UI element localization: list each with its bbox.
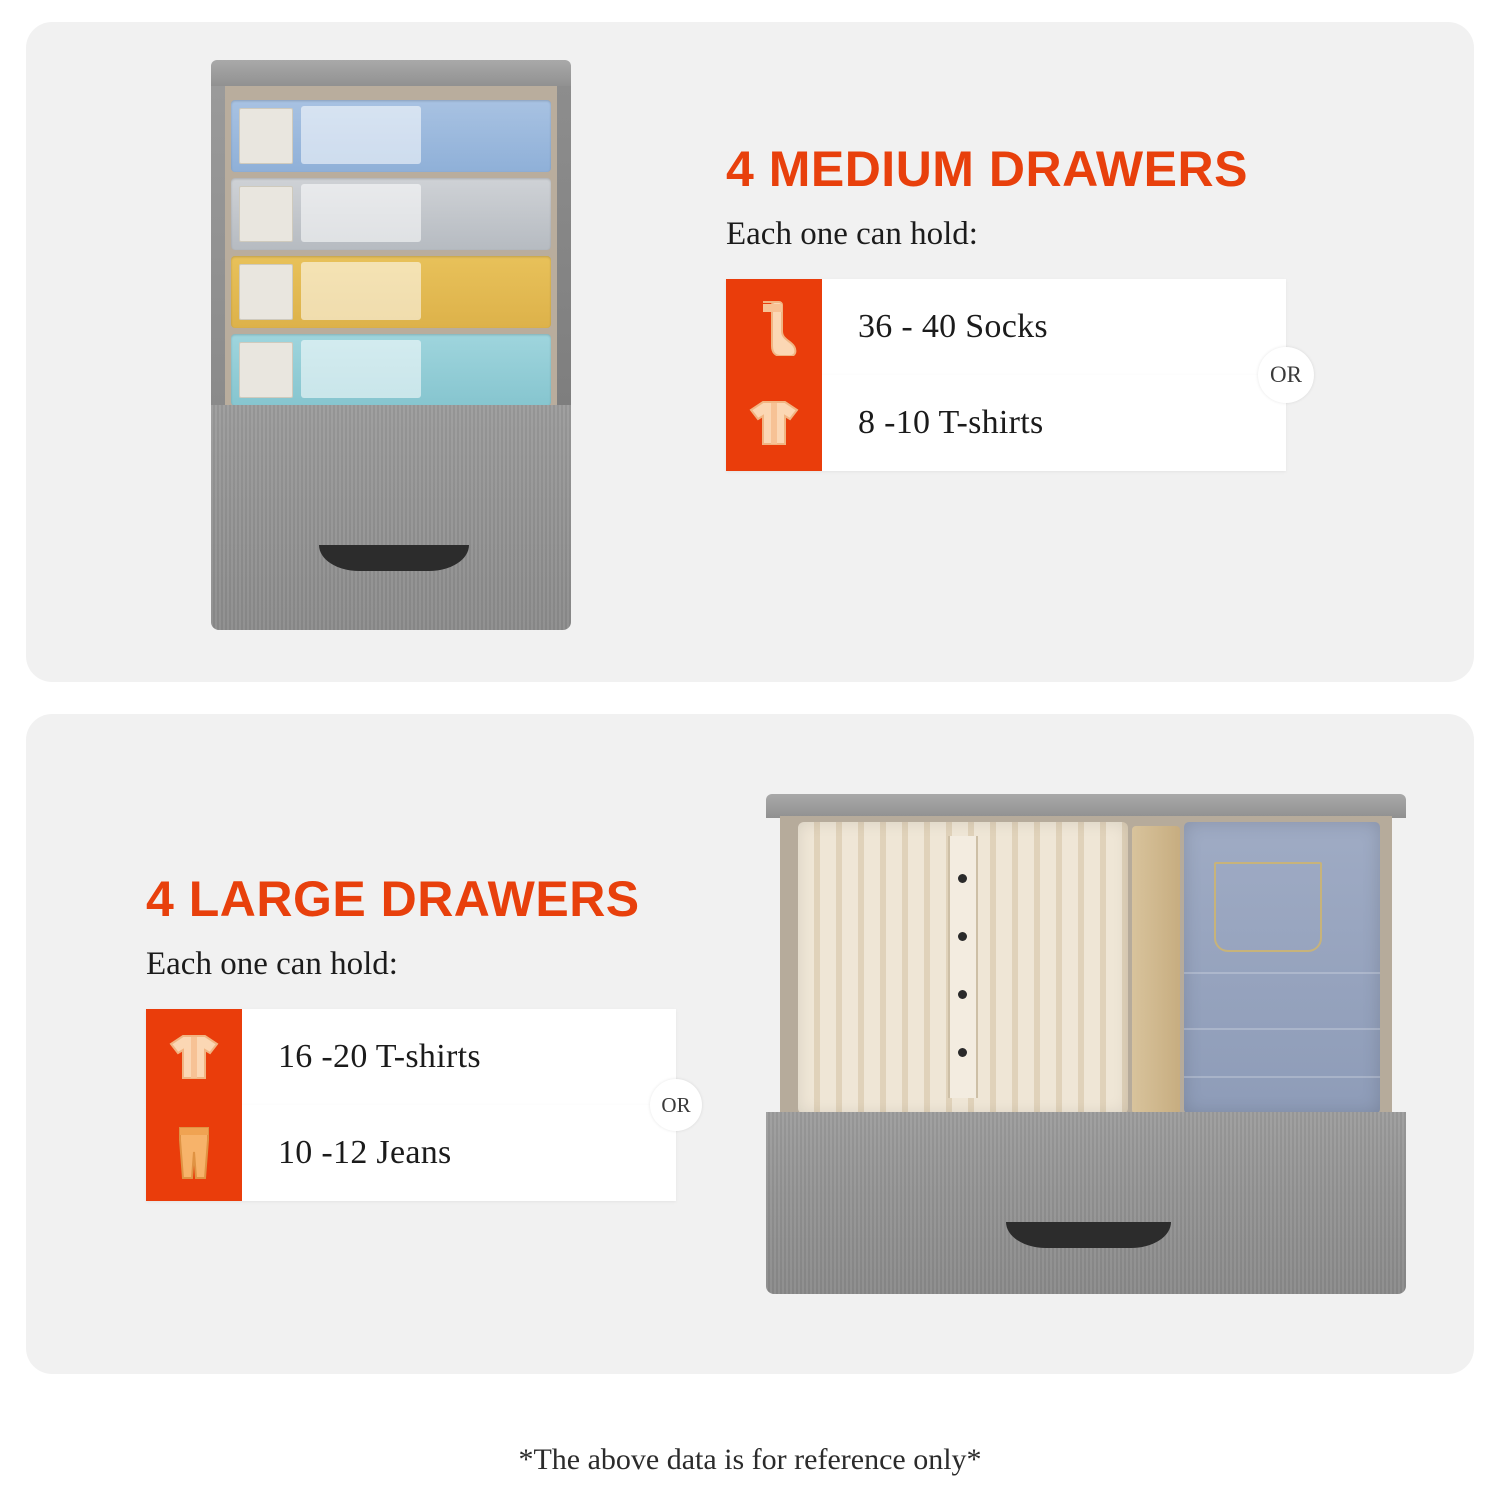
drawer-rim — [766, 794, 1406, 818]
sock-band — [301, 106, 421, 164]
sock-band — [301, 184, 421, 242]
jeans-icon — [146, 1105, 242, 1201]
drawer-handle — [319, 545, 469, 571]
drawer-interior — [780, 816, 1392, 1116]
sock-icon — [726, 279, 822, 375]
shirt-button — [958, 932, 967, 941]
large-drawer-illustration — [766, 794, 1406, 1294]
medium-drawer-illustration — [211, 60, 571, 630]
or-badge-large: OR — [650, 1079, 702, 1131]
drawer-interior — [225, 86, 557, 408]
folded-sock-item — [231, 334, 551, 406]
sock-tag — [239, 186, 293, 242]
capacity-label-tshirts-large: 16 -20 T-shirts — [278, 1038, 481, 1075]
shirt-button — [958, 990, 967, 999]
folded-jeans-stack — [1184, 822, 1380, 1114]
drawer-left-side — [211, 86, 225, 408]
medium-capacity-rows — [726, 279, 1302, 471]
folded-sock-item — [231, 100, 551, 172]
sock-tag — [239, 108, 293, 164]
medium-drawers-panel — [26, 22, 1474, 682]
shirt-button — [958, 874, 967, 883]
capacity-label-socks: 36 - 40 Socks — [858, 308, 1048, 345]
folded-sock-item — [231, 178, 551, 250]
capacity-row-tshirts-large — [146, 1009, 676, 1105]
medium-text-block — [726, 141, 1416, 471]
tshirt-icon — [146, 1009, 242, 1105]
medium-subline: Each one can hold: — [726, 216, 978, 252]
drawer-front-panel — [766, 1112, 1406, 1294]
large-subline: Each one can hold: — [146, 946, 398, 982]
jeans-pocket — [1214, 862, 1322, 952]
or-badge-medium: OR — [1258, 347, 1314, 403]
jeans-fold-line — [1184, 1076, 1380, 1078]
large-drawers-panel — [26, 714, 1474, 1374]
large-text-block — [146, 871, 766, 1201]
sock-band — [301, 262, 421, 320]
drawer-front-panel — [211, 405, 571, 630]
shirt-button — [958, 1048, 967, 1057]
sock-tag — [239, 342, 293, 398]
drawer-right-side — [557, 86, 571, 408]
capacity-label-tshirts: 8 -10 T-shirts — [858, 404, 1044, 441]
capacity-row-jeans — [146, 1105, 676, 1201]
sock-tag — [239, 264, 293, 320]
folded-tan-garment — [1132, 826, 1180, 1114]
jeans-fold-line — [1184, 972, 1380, 974]
folded-shirt-stack — [798, 822, 1128, 1114]
drawer-handle — [1006, 1222, 1171, 1248]
large-capacity-rows — [146, 1009, 691, 1201]
medium-headline: 4 MEDIUM DRAWERS — [726, 141, 1248, 197]
capacity-row-socks — [726, 279, 1286, 375]
capacity-label-jeans: 10 -12 Jeans — [278, 1134, 452, 1171]
footer-disclaimer: *The above data is for reference only* — [518, 1443, 982, 1476]
capacity-row-tshirts — [726, 375, 1286, 471]
drawer-rim — [211, 60, 571, 88]
jeans-fold-line — [1184, 1028, 1380, 1030]
sock-band — [301, 340, 421, 398]
folded-sock-item — [231, 256, 551, 328]
tshirt-icon — [726, 375, 822, 471]
large-headline: 4 LARGE DRAWERS — [146, 871, 640, 927]
